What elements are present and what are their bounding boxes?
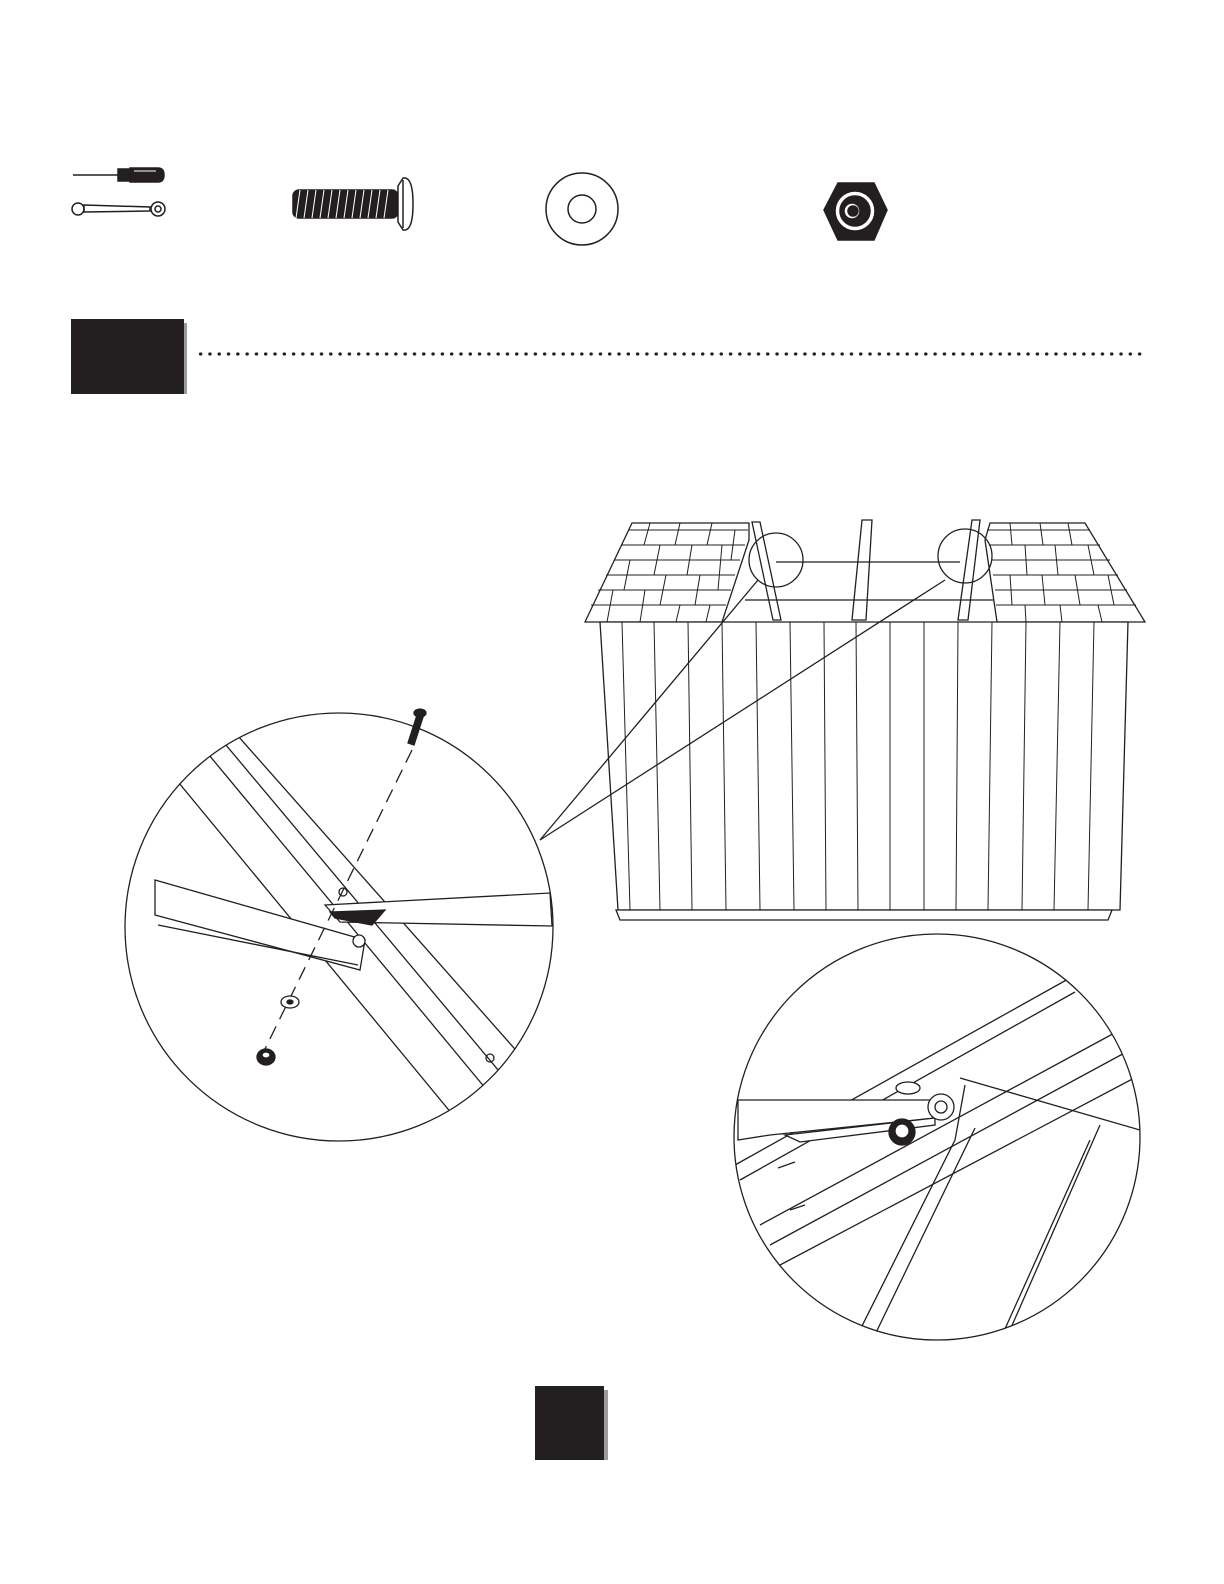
- washer-icon: [546, 173, 618, 245]
- detail-view-right: [734, 934, 1140, 1350]
- bolt-icon: [293, 178, 413, 230]
- screwdriver-icon: [73, 168, 164, 182]
- shed-illustration: [540, 520, 1145, 920]
- page-number-box: [535, 1386, 608, 1460]
- step-divider-dotted-line: [196, 352, 1146, 356]
- nut-icon: [824, 183, 887, 240]
- detail-view-left: [125, 709, 560, 1160]
- wrench-icon: [72, 202, 165, 216]
- step-number-box: [71, 319, 187, 394]
